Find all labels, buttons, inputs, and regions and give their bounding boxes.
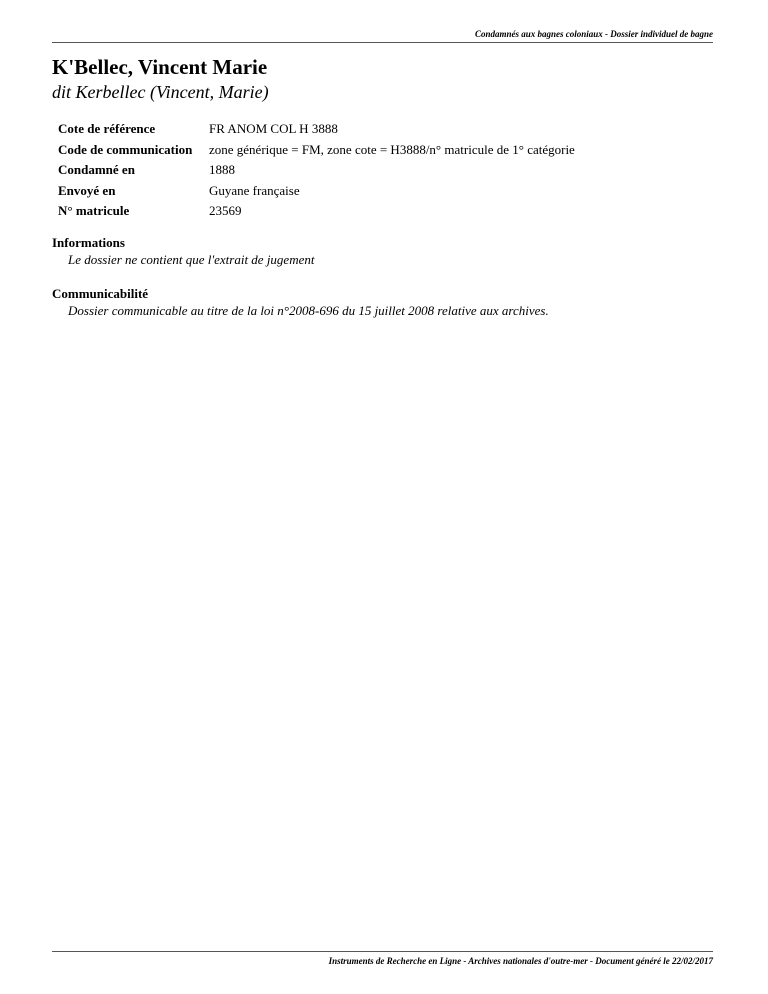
communicabilite-text: Dossier communicable au titre de la loi n°2008-696 du 15 juillet 2008 relative aux archives. <box>68 303 549 318</box>
field-row-cote <box>58 119 575 140</box>
field-label: N° matricule <box>58 203 130 219</box>
field-row-condamne-en <box>58 160 575 181</box>
field-value: 23569 <box>209 203 242 219</box>
field-value: Guyane française <box>209 182 300 198</box>
communicabilite-title: Communicabilité <box>52 286 149 301</box>
person-name: K'Bellec, Vincent Marie <box>52 55 268 79</box>
informations-title: Informations <box>52 235 125 250</box>
informations-text: Le dossier ne contient que l'extrait de jugement <box>68 252 315 267</box>
record-fields-table <box>58 119 575 222</box>
field-label: Envoyé en <box>58 182 116 198</box>
field-label: Code de communication <box>58 141 193 157</box>
field-label: Cote de référence <box>58 121 156 137</box>
header-divider <box>52 42 713 43</box>
field-value: zone générique = FM, zone cote = H3888/n° matricule de 1° catégorie <box>209 141 575 157</box>
informations-section <box>52 234 314 268</box>
field-value: FR ANOM COL H 3888 <box>209 121 338 137</box>
field-row-code-communication <box>58 140 575 161</box>
communicabilite-section <box>52 285 549 319</box>
field-row-envoye-en <box>58 181 575 202</box>
footer-divider <box>52 951 713 952</box>
field-value: 1888 <box>209 162 235 178</box>
page-footer: Instruments de Recherche en Ligne - Archives nationales d'outre-mer - Document généré le 22/02/2017 <box>328 956 713 966</box>
field-label: Condamné en <box>58 162 135 178</box>
page-header: Condamnés aux bagnes coloniaux - Dossier individuel de bagne <box>474 29 713 39</box>
field-row-matricule <box>58 201 575 222</box>
person-alias: dit Kerbellec (Vincent, Marie) <box>52 82 269 102</box>
